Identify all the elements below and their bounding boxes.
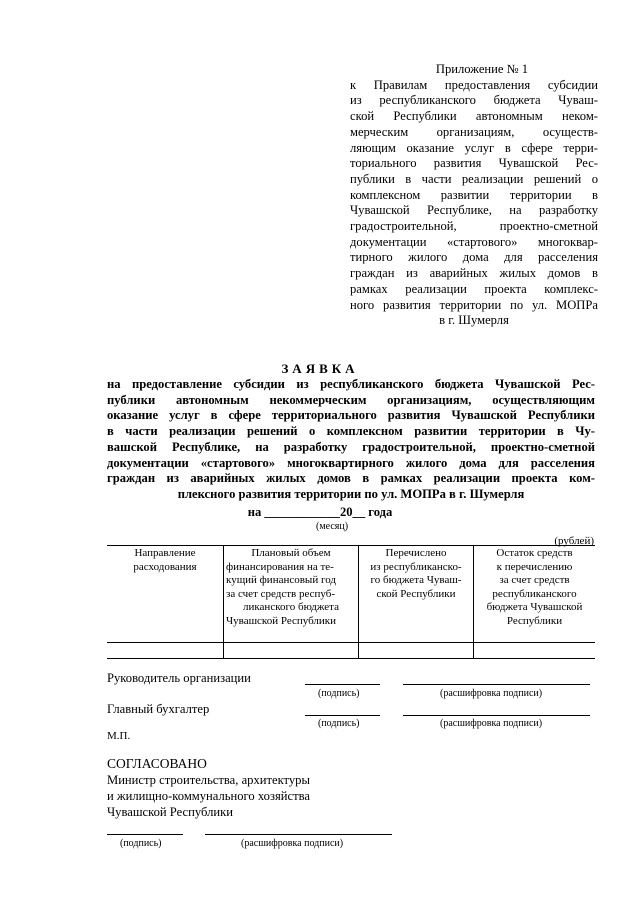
header-text: кущий финансовый год (226, 574, 336, 586)
subtitle-line: в части реализации решений о комплексном развитии территории в Чу- (107, 424, 595, 439)
accountant-label: Главный бухгалтер (107, 702, 210, 716)
header-text: го бюджета Чуваш- (370, 574, 462, 586)
header-text: из республиканско- (370, 560, 462, 573)
approval-line: Чувашской Республики (107, 805, 233, 819)
appendix-line: тирного жилого дома для расселения (350, 250, 598, 265)
table-cell[interactable] (224, 643, 359, 659)
unit-label: (рублей) (554, 535, 594, 547)
subtitle-line: документации «стартового» многоквартирного жилого дома для расселения (107, 455, 595, 470)
appendix-line: ториального развития Чувашской Рес- (350, 156, 598, 171)
approval-sign-caption: (подпись) (120, 838, 162, 849)
appendix-line: граждан из аварийных жилых домов в (350, 266, 598, 281)
approval-line: Министр строительства, архитектуры (107, 773, 310, 787)
appendix-line: публики в части реализации решений о (350, 171, 598, 186)
subtitle-line: плексного развития территории по ул. МОПРа в г. Шумерля (177, 486, 525, 501)
accountant-decode-line[interactable] (403, 715, 590, 716)
subtitle-line: оказание услуг в сфере территориального развития Чувашской Республики (107, 408, 595, 423)
header-text: за счет средств (499, 574, 570, 586)
appendix-line: Чувашской Республике, на разработку (350, 203, 598, 218)
header-text: Чувашской Республики (226, 614, 337, 627)
accountant-sign-caption: (подпись) (318, 718, 360, 729)
stamp-label: М.П. (107, 730, 131, 742)
header-text: бюджета Чувашской (486, 601, 583, 613)
appendix-line: документации «стартового» многоквар- (350, 234, 598, 249)
header-text: Плановый объем (251, 547, 331, 559)
funding-table (107, 545, 595, 659)
header-text: ской Республики (376, 587, 456, 600)
month-caption: (месяц) (316, 521, 349, 532)
approval-decode-caption: (расшифровка подписи) (241, 838, 344, 849)
accountant-decode-caption: (расшифровка подписи) (440, 718, 543, 729)
approval-title: СОГЛАСОВАНО (107, 756, 207, 771)
subtitle-line: граждан из аварийных жилых домов в рамках реализации проекта ком- (107, 471, 595, 486)
appendix-lines (350, 78, 598, 329)
table-cell[interactable] (107, 643, 224, 659)
appendix-title: Приложение № 1 (435, 62, 529, 76)
appendix-line: из республиканского бюджета Чуваш- (350, 93, 598, 108)
appendix-line: ляющим оказание услуг в сфере терри- (350, 140, 598, 155)
period-line: на ____________20__ года (247, 505, 393, 519)
approval-position (107, 772, 310, 820)
subtitle-line: на предоставление субсидии из республиканского бюджета Чувашской Рес- (107, 377, 595, 391)
approval-line: и жилищно-коммунального хозяйства (107, 789, 310, 803)
header-text: ликанского бюджета (243, 601, 339, 613)
table-cell[interactable] (474, 643, 596, 659)
appendix-line: градостроительной, проектно-сметной (350, 219, 598, 234)
appendix-block (350, 62, 598, 329)
header-text: Остаток средств (496, 547, 573, 559)
head-decode-caption: (расшифровка подписи) (440, 688, 543, 699)
header-text: расходования (133, 560, 197, 573)
header-text: за счет средств респуб- (226, 587, 336, 600)
header-text: Направление (134, 547, 196, 559)
approval-sign-line[interactable] (107, 834, 183, 835)
header-cell-planned (224, 546, 359, 643)
table-header-row (107, 546, 595, 643)
table-cell[interactable] (359, 643, 474, 659)
appendix-line: ской Республики автономным неком- (350, 109, 598, 124)
approval-decode-line[interactable] (205, 834, 392, 835)
accountant-sign-line[interactable] (305, 715, 380, 716)
appendix-line: рамках реализации проекта комплекс- (350, 281, 598, 296)
head-label: Руководитель организации (107, 671, 251, 685)
document-subtitle (107, 377, 595, 503)
header-text: финансирования на те- (226, 560, 334, 573)
header-cell-remaining (474, 546, 596, 643)
header-text: Республики (506, 614, 563, 627)
header-cell-direction (107, 546, 224, 643)
appendix-line: мерческим организациям, осуществ- (350, 124, 598, 139)
document-title: ЗАЯВКА (281, 361, 359, 376)
subtitle-line: вашской Республике, на разработку градостроительной, проектно-сметной (107, 439, 595, 454)
appendix-line: в г. Шумерля (439, 313, 509, 328)
header-cell-transferred (359, 546, 474, 643)
header-text: к перечислению (496, 560, 573, 573)
head-sign-caption: (подпись) (318, 688, 360, 699)
appendix-line: ного развития территории по ул. МОПРа (350, 297, 598, 312)
appendix-line: комплексном развитии территории в (350, 187, 598, 202)
head-sign-line[interactable] (305, 684, 380, 685)
head-decode-line[interactable] (403, 684, 590, 685)
table-row (107, 643, 595, 659)
subtitle-line: публики автономным некоммерческим организациям, осуществляющим (107, 392, 595, 407)
header-text: республиканского (492, 587, 577, 600)
header-text: Перечислено (385, 547, 447, 559)
appendix-line: к Правилам предоставления субсидии (350, 77, 598, 92)
